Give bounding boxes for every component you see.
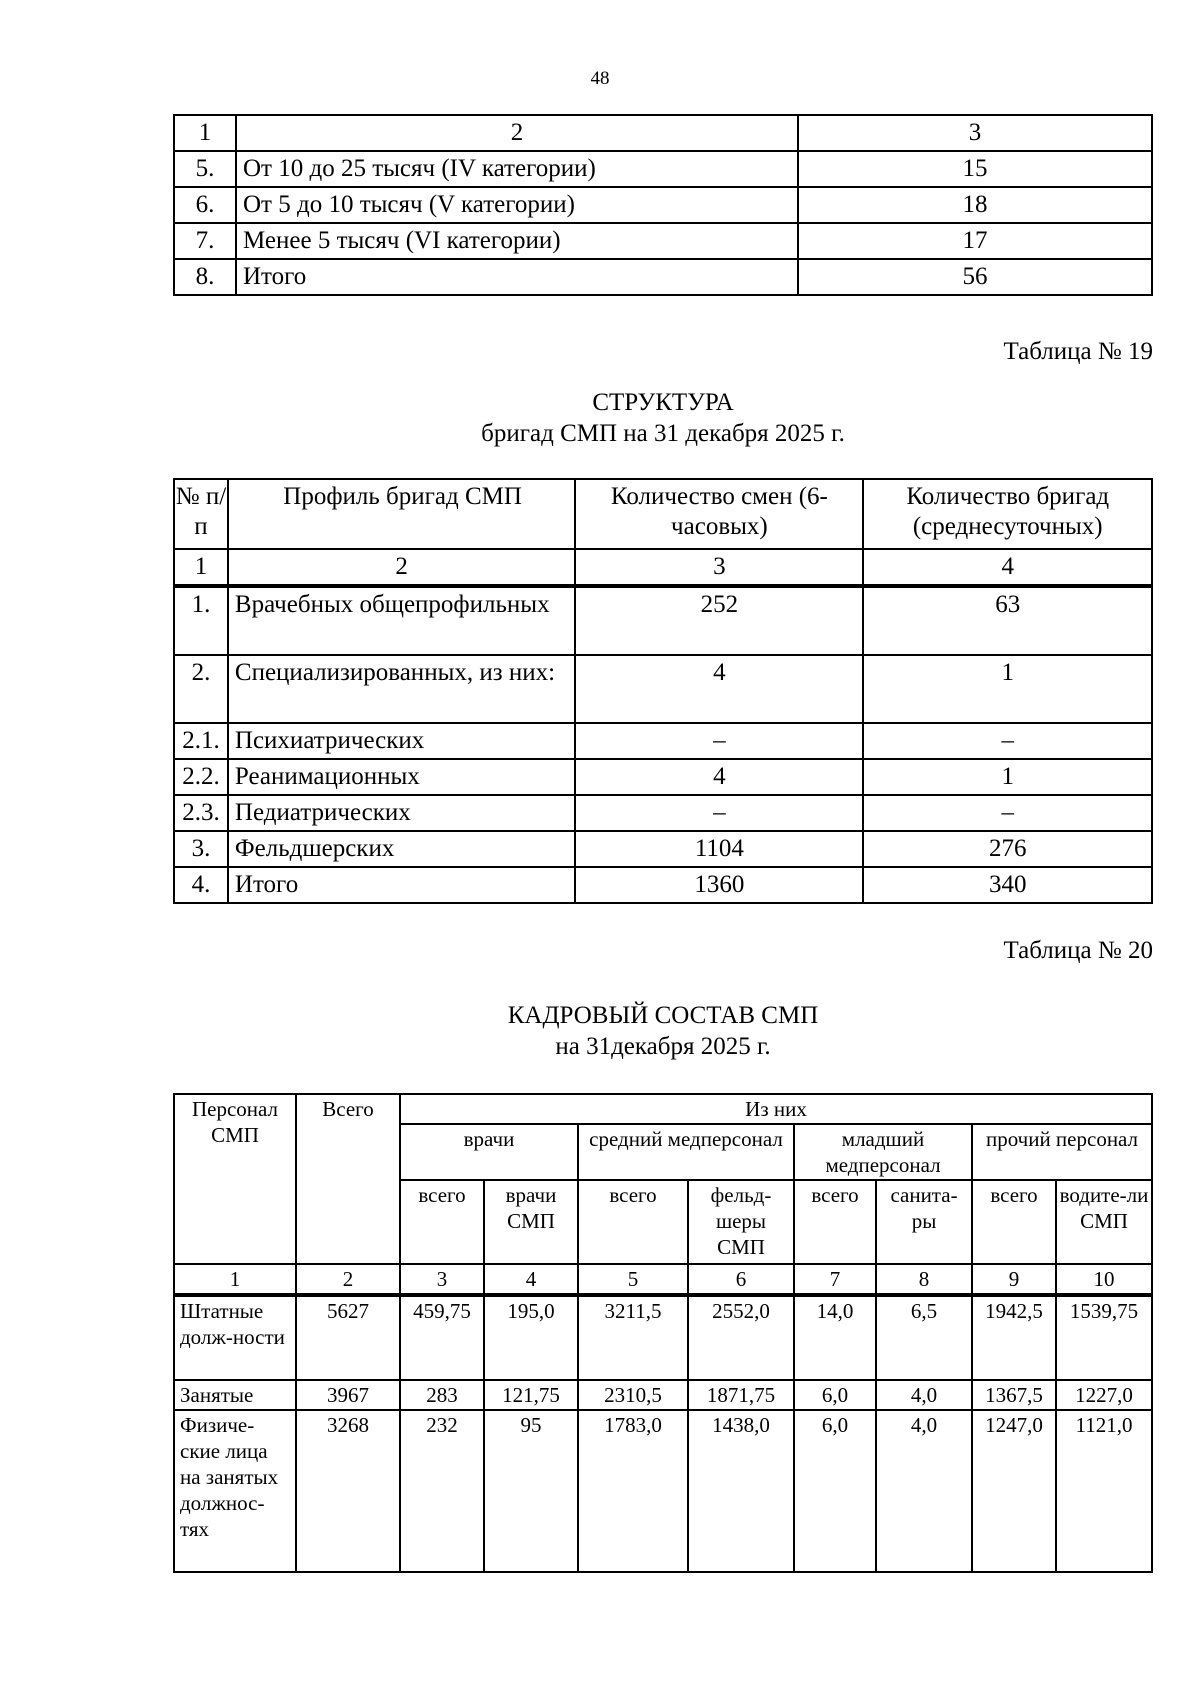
row-name: Специализированных, из них:: [228, 655, 575, 723]
table-row: [174, 723, 1152, 759]
row-number: 2.1.: [174, 723, 228, 759]
row-name: Итого: [228, 867, 575, 903]
col-number: 6: [688, 1264, 794, 1295]
header-junior-orderlies: санита-ры: [876, 1180, 972, 1264]
cell: 6,0: [794, 1410, 876, 1572]
row-brigades: –: [863, 795, 1152, 831]
table-row: [174, 867, 1152, 903]
header-mid-total: всего: [578, 1180, 688, 1264]
row-brigades: 276: [863, 831, 1152, 867]
table20-caption: Таблица № 20: [1003, 937, 1153, 964]
row-number: 4.: [174, 867, 228, 903]
col-number: 2: [228, 549, 575, 586]
col-number: 8: [876, 1264, 972, 1295]
table-row: [174, 655, 1152, 723]
row-number: 2.2.: [174, 759, 228, 795]
row-shifts: 4: [575, 759, 863, 795]
row-name: От 10 до 25 тысяч (IV категории): [236, 151, 798, 187]
table20-colnum-row: [174, 1264, 1152, 1295]
col-number: 3: [400, 1264, 484, 1295]
table19-title: СТРУКТУРА: [592, 389, 734, 416]
row-name: Фельдшерских: [228, 831, 575, 867]
row-label: Штатные долж-ности: [174, 1295, 296, 1380]
row-shifts: 4: [575, 655, 863, 723]
col-number: 7: [794, 1264, 876, 1295]
col-number: 4: [484, 1264, 578, 1295]
col-number: 9: [972, 1264, 1056, 1295]
cell: 4,0: [876, 1380, 972, 1410]
header-other-drivers: водите-ли СМП: [1056, 1180, 1152, 1264]
table19-header-row: [174, 479, 1152, 549]
col-number: 5: [578, 1264, 688, 1295]
header-profile: Профиль бригад СМП: [228, 479, 575, 549]
cell: 121,75: [484, 1380, 578, 1410]
row-name: Реанимационных: [228, 759, 575, 795]
header-doctors: врачи: [400, 1124, 578, 1180]
cell: 6,5: [876, 1295, 972, 1380]
col-number: 1: [174, 549, 228, 586]
table20-title-block: [173, 1000, 1153, 1062]
header-total: Всего: [296, 1094, 400, 1264]
cell: 3211,5: [578, 1295, 688, 1380]
cell: 6,0: [794, 1380, 876, 1410]
row-brigades: 1: [863, 759, 1152, 795]
header-mid: средний медперсонал: [578, 1124, 794, 1180]
row-number: 8.: [174, 259, 236, 295]
header-of-them: Из них: [400, 1094, 1152, 1124]
row-label: Занятые: [174, 1380, 296, 1410]
table-row: [174, 759, 1152, 795]
row-shifts: –: [575, 723, 863, 759]
row-name: От 5 до 10 тысяч (V категории): [236, 187, 798, 223]
header-junior: младший медперсонал: [794, 1124, 972, 1180]
cell: 3967: [296, 1380, 400, 1410]
cell: 232: [400, 1410, 484, 1572]
row-name: Итого: [236, 259, 798, 295]
table-row: [174, 1410, 1152, 1572]
table-row: [174, 1380, 1152, 1410]
row-number: 6.: [174, 187, 236, 223]
cell: 4,0: [876, 1410, 972, 1572]
cell: 1227,0: [1056, 1380, 1152, 1410]
cell: 1438,0: [688, 1410, 794, 1572]
row-label: Физиче-ские лица на занятых должнос-тях: [174, 1410, 296, 1572]
row-shifts: 1360: [575, 867, 863, 903]
cell: 2552,0: [688, 1295, 794, 1380]
row-value: 56: [798, 259, 1152, 295]
table-row: [174, 586, 1152, 655]
col-number: 10: [1056, 1264, 1152, 1295]
row-number: 2.3.: [174, 795, 228, 831]
cell: 1247,0: [972, 1410, 1056, 1572]
row-value: 18: [798, 187, 1152, 223]
cell: 14,0: [794, 1295, 876, 1380]
header-num: № п/п: [174, 479, 228, 549]
cell: 95: [484, 1410, 578, 1572]
table-row: [174, 187, 1152, 223]
table19: [173, 478, 1153, 904]
table-row: [174, 223, 1152, 259]
cell: 195,0: [484, 1295, 578, 1380]
cell: 1539,75: [1056, 1295, 1152, 1380]
cell: 1783,0: [578, 1410, 688, 1572]
row-name: Врачебных общепрофильных: [228, 586, 575, 655]
cell: 5627: [296, 1295, 400, 1380]
cell: 459,75: [400, 1295, 484, 1380]
table20-header-row-1: [174, 1094, 1152, 1124]
table-row: [174, 259, 1152, 295]
cell: 2310,5: [578, 1380, 688, 1410]
row-brigades: 1: [863, 655, 1152, 723]
table-row: [174, 831, 1152, 867]
header-personnel: Персонал СМП: [174, 1094, 296, 1264]
table19-subtitle: бригад СМП на 31 декабря 2025 г.: [481, 420, 845, 447]
row-number: 7.: [174, 223, 236, 259]
header-other-total: всего: [972, 1180, 1056, 1264]
header-doctors-total: всего: [400, 1180, 484, 1264]
cell: 1367,5: [972, 1380, 1056, 1410]
row-number: 1.: [174, 586, 228, 655]
table20-subtitle: на 31декабря 2025 г.: [555, 1033, 771, 1060]
col-number: 4: [863, 549, 1152, 586]
table-row: [174, 151, 1152, 187]
cell: 283: [400, 1380, 484, 1410]
table-row: [174, 795, 1152, 831]
cell: 1871,75: [688, 1380, 794, 1410]
table19-colnum-row: [174, 549, 1152, 586]
page-number: 48: [590, 68, 610, 89]
col-number: 3: [798, 115, 1152, 151]
table20-title: КАДРОВЫЙ СОСТАВ СМП: [507, 1002, 819, 1029]
header-other: прочий персонал: [972, 1124, 1152, 1180]
header-doctors-smp: врачи СМП: [484, 1180, 578, 1264]
row-number: 2.: [174, 655, 228, 723]
row-name: Психиатрических: [228, 723, 575, 759]
col-number: 2: [236, 115, 798, 151]
header-junior-total: всего: [794, 1180, 876, 1264]
row-value: 15: [798, 151, 1152, 187]
col-number: 1: [174, 115, 236, 151]
col-number: 3: [575, 549, 863, 586]
cell: 1121,0: [1056, 1410, 1152, 1572]
row-name: Педиатрических: [228, 795, 575, 831]
header-mid-paramedics: фельд-шеры СМП: [688, 1180, 794, 1264]
cell: 1942,5: [972, 1295, 1056, 1380]
row-shifts: –: [575, 795, 863, 831]
table19-title-block: [173, 387, 1153, 449]
row-number: 3.: [174, 831, 228, 867]
row-name: Менее 5 тысяч (VI категории): [236, 223, 798, 259]
row-shifts: 252: [575, 586, 863, 655]
header-shifts: Количество смен (6-часовых): [575, 479, 863, 549]
table-header-row: [174, 115, 1152, 151]
row-number: 5.: [174, 151, 236, 187]
row-brigades: –: [863, 723, 1152, 759]
table-continued: [173, 114, 1153, 296]
table-row: [174, 1295, 1152, 1380]
header-brigades: Количество бригад (среднесуточных): [863, 479, 1152, 549]
table20: [173, 1093, 1153, 1573]
col-number: 2: [296, 1264, 400, 1295]
cell: 3268: [296, 1410, 400, 1572]
row-value: 17: [798, 223, 1152, 259]
col-number: 1: [174, 1264, 296, 1295]
row-brigades: 63: [863, 586, 1152, 655]
table19-caption: Таблица № 19: [1003, 338, 1153, 365]
row-shifts: 1104: [575, 831, 863, 867]
row-brigades: 340: [863, 867, 1152, 903]
